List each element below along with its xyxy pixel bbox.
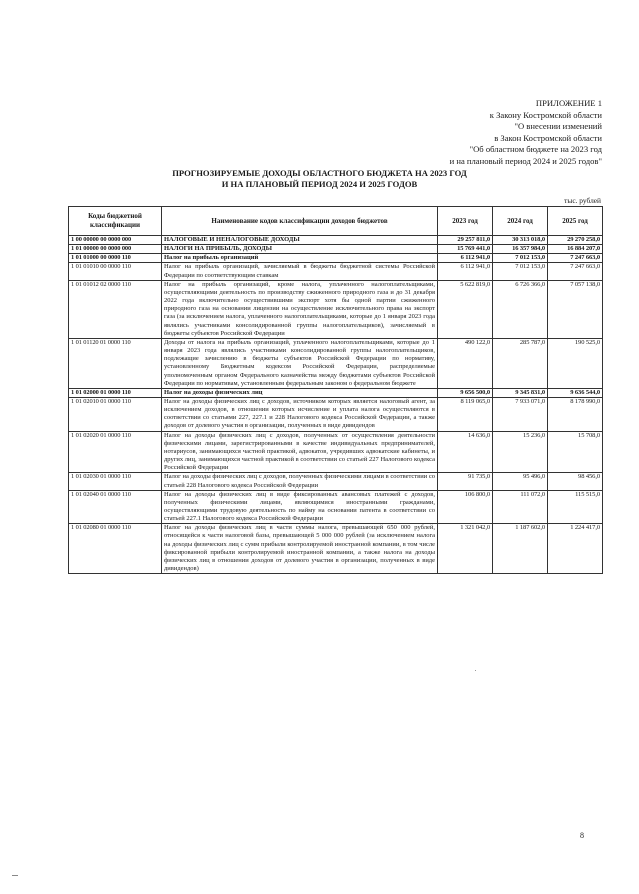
value-2025: 29 270 258,0 bbox=[548, 236, 603, 245]
appendix-header bbox=[342, 98, 602, 167]
code-cell: 1 01 02080 01 0000 110 bbox=[69, 524, 162, 574]
value-2024: 1 187 602,0 bbox=[493, 524, 548, 574]
table-row bbox=[69, 473, 603, 490]
name-cell: Налог на прибыль организаций bbox=[162, 254, 438, 263]
table-row bbox=[69, 490, 603, 524]
code-cell: 1 01 01010 00 0000 110 bbox=[69, 263, 162, 280]
value-2023: 14 636,0 bbox=[438, 431, 493, 473]
table-row bbox=[69, 280, 603, 338]
appendix-line: ПРИЛОЖЕНИЕ 1 bbox=[535, 98, 602, 108]
value-2023: 6 112 941,0 bbox=[438, 254, 493, 263]
value-2023: 6 112 941,0 bbox=[438, 263, 493, 280]
table-row bbox=[69, 431, 603, 473]
name-cell: Доходы от налога на прибыль организаций, уплаченного налогоплательщиками, которые до 1 января 2023 года являлись участниками консолидированной группы налогоплательщиков, подлежащие зачислению в бюджеты субъектов Российской Федерации по нормативу, установленному Бюджетным кодексом Российской Федерации, распределяемые уполномоченным органом Федерального казначейства между бюджетами субъектов Российской Федерации по нормативам, установленным федеральным законом о федеральном бюджете bbox=[162, 338, 438, 388]
value-2025: 115 515,0 bbox=[548, 490, 603, 524]
appendix-line: и на плановый период 2024 и 2025 годов" bbox=[449, 155, 602, 166]
table-row bbox=[69, 254, 603, 263]
code-cell: 1 01 01000 00 0000 110 bbox=[69, 254, 162, 263]
value-2023: 1 321 042,0 bbox=[438, 524, 493, 574]
revenue-table bbox=[68, 206, 603, 574]
value-2025: 15 708,0 bbox=[548, 431, 603, 473]
document-title-line1: ПРОГНОЗИРУЕМЫЕ ДОХОДЫ ОБЛАСТНОГО БЮДЖЕТА НА 2023 ГОД bbox=[172, 168, 467, 178]
value-2023: 15 769 441,0 bbox=[438, 245, 493, 254]
table-row bbox=[69, 338, 603, 388]
unit-label: тыс. рублей bbox=[564, 196, 601, 205]
code-cell: 1 01 02000 01 0000 110 bbox=[69, 388, 162, 397]
code-cell: 1 01 02010 01 0000 110 bbox=[69, 397, 162, 431]
value-2024: 7 012 153,0 bbox=[493, 254, 548, 263]
value-2023: 29 257 811,0 bbox=[438, 236, 493, 245]
value-2024: 16 357 984,0 bbox=[493, 245, 548, 254]
value-2024: 111 072,0 bbox=[493, 490, 548, 524]
table-header-row bbox=[69, 207, 603, 236]
code-cell: 1 00 00000 00 0000 000 bbox=[69, 236, 162, 245]
value-2023: 106 800,0 bbox=[438, 490, 493, 524]
code-cell: 1 01 02030 01 0000 110 bbox=[69, 473, 162, 490]
table-row bbox=[69, 263, 603, 280]
value-2025: 7 057 138,0 bbox=[548, 280, 603, 338]
header-name: Наименование кодов классификации доходов бюджетов bbox=[162, 207, 438, 236]
appendix-line: "О внесении изменений bbox=[514, 121, 602, 131]
value-2024: 285 787,0 bbox=[493, 338, 548, 388]
name-cell: НАЛОГИ НА ПРИБЫЛЬ, ДОХОДЫ bbox=[162, 245, 438, 254]
document-title-line2: И НА ПЛАНОВЫЙ ПЕРИОД 2024 И 2025 ГОДОВ bbox=[221, 178, 418, 189]
header-2024: 2024 год bbox=[493, 207, 548, 236]
name-cell: Налог на доходы физических лиц с доходов, источником которых является налоговый агент, за исключением доходов, в отношении которых исчисление и уплата налога осуществляются в соответствии со статьями 227, 227.1 и 228 Налогового кодекса Российской Федерации, а также доходов от долевого участия в организации, полученных в виде дивидендов bbox=[162, 397, 438, 431]
page-number: 8 bbox=[580, 831, 584, 840]
code-cell: 1 01 01012 02 0000 110 bbox=[69, 280, 162, 338]
value-2024: 15 236,0 bbox=[493, 431, 548, 473]
table-row bbox=[69, 397, 603, 431]
document-title bbox=[0, 168, 639, 189]
name-cell: Налог на доходы физических лиц в виде фиксированных авансовых платежей с доходов, полученных физическими лицами, являющимися иностранными гражданами, осуществляющими трудовую деятельность по найму на основании патента в соответствии со статьей 227.1 Налогового кодекса Российской Федерации bbox=[162, 490, 438, 524]
name-cell: Налог на доходы физических лиц bbox=[162, 388, 438, 397]
name-cell: Налог на доходы физических лиц с доходов, полученных от осуществления деятельности физическими лицами, зарегистрированными в качестве индивидуальных предпринимателей, нотариусов, занимающихся частной практикой, адвокатов, учредивших адвокатские кабинеты, и других лиц, занимающихся частной практикой в соответствии со статьей 227 Налогового кодекса Российской Федерации bbox=[162, 431, 438, 473]
appendix-line: к Закону Костромской области bbox=[489, 109, 602, 120]
scan-artifact bbox=[475, 670, 476, 671]
value-2023: 490 122,0 bbox=[438, 338, 493, 388]
table-row bbox=[69, 524, 603, 574]
code-cell: 1 01 01120 01 0000 110 bbox=[69, 338, 162, 388]
name-cell: Налог на прибыль организаций, кроме налога, уплаченного налогоплательщиками, осуществляющими деятельность по производству сжиженного природного газа и до 31 декабря 2022 года включительно осуществившими экспорт хотя бы одной партии сжиженного природного газа на основании лицензии на осуществление исключительного права на экспорт газа (за исключением налога, уплаченного налогоплательщиками, которые до 1 января 2023 года являлись участниками консолидированной группы налогоплательщиков), зачисляемый в бюджеты субъектов Российской Федерации bbox=[162, 280, 438, 338]
value-2023: 9 656 500,0 bbox=[438, 388, 493, 397]
value-2025: 190 525,0 bbox=[548, 338, 603, 388]
value-2025: 16 884 207,0 bbox=[548, 245, 603, 254]
value-2025: 8 178 990,0 bbox=[548, 397, 603, 431]
value-2025: 7 247 663,0 bbox=[548, 254, 603, 263]
name-cell: Налог на доходы физических лиц с доходов, полученных физическими лицами в соответствии со статьей 228 Налогового кодекса Российской Федерации bbox=[162, 473, 438, 490]
value-2024: 30 313 018,0 bbox=[493, 236, 548, 245]
value-2024: 6 726 366,0 bbox=[493, 280, 548, 338]
value-2023: 91 735,0 bbox=[438, 473, 493, 490]
code-cell: 1 01 02040 01 0000 110 bbox=[69, 490, 162, 524]
code-cell: 1 01 00000 00 0000 000 bbox=[69, 245, 162, 254]
header-2023: 2023 год bbox=[438, 207, 493, 236]
table-row bbox=[69, 245, 603, 254]
header-2025: 2025 год bbox=[548, 207, 603, 236]
value-2024: 7 012 153,0 bbox=[493, 263, 548, 280]
name-cell: НАЛОГОВЫЕ И НЕНАЛОГОВЫЕ ДОХОДЫ bbox=[162, 236, 438, 245]
value-2024: 9 345 831,0 bbox=[493, 388, 548, 397]
value-2024: 95 496,0 bbox=[493, 473, 548, 490]
value-2025: 1 224 417,0 bbox=[548, 524, 603, 574]
name-cell: Налог на прибыль организаций, зачисляемый в бюджеты бюджетной системы Российской Федерации по соответствующим ставкам bbox=[162, 263, 438, 280]
header-code: Коды бюджетной классификации bbox=[69, 207, 162, 236]
table-row bbox=[69, 236, 603, 245]
name-cell: Налог на доходы физических лиц в части суммы налога, превышающей 650 000 рублей, относящейся к части налоговой базы, превышающей 5 000 000 рублей (за исключением налога на доходы физических лиц с сумм прибыли контролируемой иностранной компании, в том числе фиксированной прибыли контролируемой иностранной компании, а также налога на доходы физических лиц в отношении доходов от долевого участия в организации, полученных в виде дивидендов) bbox=[162, 524, 438, 574]
scan-artifact bbox=[12, 875, 18, 876]
code-cell: 1 01 02020 01 0000 110 bbox=[69, 431, 162, 473]
value-2025: 7 247 663,0 bbox=[548, 263, 603, 280]
value-2025: 9 636 544,0 bbox=[548, 388, 603, 397]
value-2024: 7 933 071,0 bbox=[493, 397, 548, 431]
appendix-line: "Об областном бюджете на 2023 год bbox=[469, 144, 602, 154]
table-row bbox=[69, 388, 603, 397]
appendix-line: в Закон Костромской области bbox=[494, 132, 602, 143]
value-2023: 5 622 819,0 bbox=[438, 280, 493, 338]
value-2025: 98 456,0 bbox=[548, 473, 603, 490]
value-2023: 8 119 065,0 bbox=[438, 397, 493, 431]
